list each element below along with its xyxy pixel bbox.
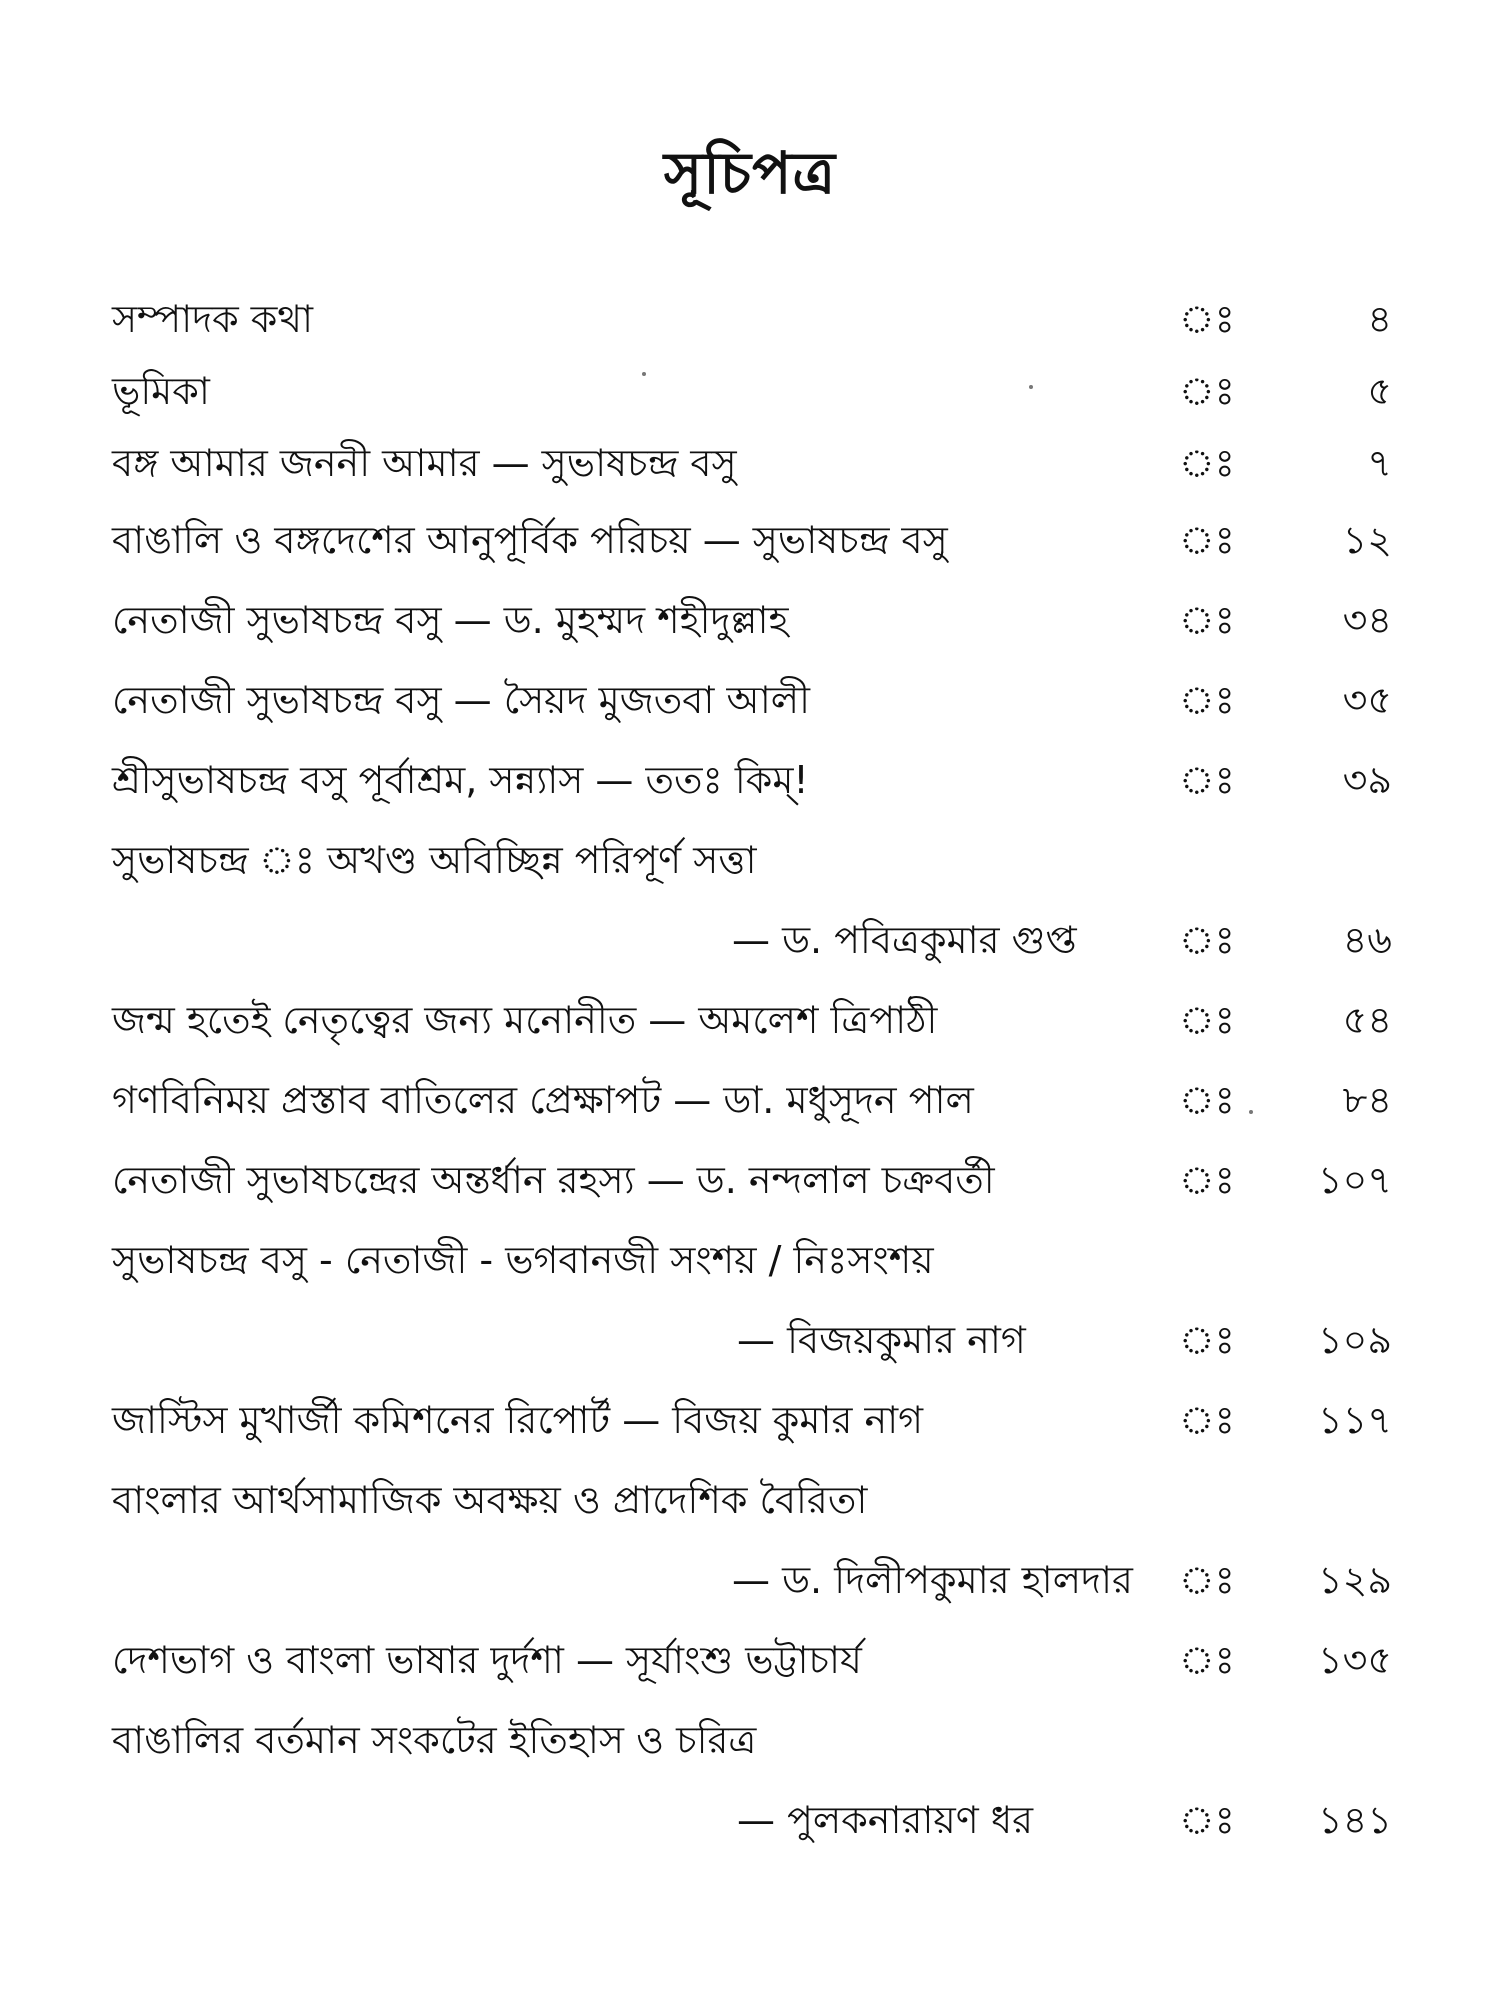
entry-title: গণবিনিময় প্রস্তাব বাতিলের প্রেক্ষাপট — ডা. মধুসূদন পাল (112, 1078, 974, 1122)
toc-entry (112, 1625, 1392, 1695)
entry-separator: ঃ (1179, 297, 1235, 341)
entry-page-number: ৩৪ (1342, 598, 1392, 642)
entry-title: নেতাজী সুভাষচন্দ্র বসু — সৈয়দ মুজতবা আলী (112, 678, 810, 722)
entry-title: বাঙালির বর্তমান সংকটের ইতিহাস ও চরিত্র (112, 1718, 757, 1762)
entry-title: নেতাজী সুভাষচন্দ্রের অন্তর্ধান রহস্য — ড. নন্দলাল চক্রবর্তী (112, 1158, 995, 1202)
entry-page-number: ১০৯ (1317, 1318, 1392, 1362)
scan-speck (1029, 385, 1033, 389)
entry-title: জন্ম হতেই নেতৃত্বের জন্য মনোনীত — অমলেশ ত্রিপাঠী (112, 998, 938, 1042)
entry-page-number: ১৪১ (1318, 1798, 1392, 1842)
entry-page-number: ৭ (1367, 441, 1392, 485)
entry-separator: ঃ (1179, 369, 1235, 413)
entry-page-number: ১২ (1342, 518, 1392, 562)
entry-page-number: ৫৪ (1342, 998, 1392, 1042)
toc-entry (112, 825, 1392, 895)
entry-separator: ঃ (1179, 441, 1235, 485)
entry-separator: ঃ (1179, 1318, 1235, 1362)
entry-separator: ঃ (1179, 1398, 1235, 1442)
toc-entry (112, 356, 1392, 426)
toc-entry (112, 284, 1392, 354)
toc-entry (112, 1785, 1392, 1855)
entry-page-number: ১৩৫ (1317, 1638, 1392, 1682)
toc-entry (112, 745, 1392, 815)
entry-page-number: ৩৫ (1342, 678, 1392, 722)
entry-author: — ড. পবিত্রকুমার গুপ্ত (732, 918, 1077, 962)
entry-title: দেশভাগ ও বাংলা ভাষার দুর্দশা — সূর্যাংশু ভট্টাচার্য (112, 1638, 862, 1682)
entry-separator: ঃ (1179, 598, 1235, 642)
entry-title: বাংলার আর্থসামাজিক অবক্ষয় ও প্রাদেশিক বৈরিতা (112, 1478, 868, 1522)
entry-separator: ঃ (1179, 758, 1235, 802)
entry-separator: ঃ (1179, 1158, 1235, 1202)
toc-entry (112, 1065, 1392, 1135)
entry-separator: ঃ (1179, 1558, 1235, 1602)
entry-separator: ঃ (1179, 1798, 1235, 1842)
entry-title: সম্পাদক কথা (112, 297, 313, 341)
entry-page-number: ১২৯ (1317, 1558, 1392, 1602)
entry-author: — পুলকনারায়ণ ধর (737, 1798, 1034, 1842)
toc-entry (112, 665, 1392, 735)
toc-entry (112, 1385, 1392, 1455)
toc-entry (112, 505, 1392, 575)
toc-entry (112, 585, 1392, 655)
toc-entry (112, 1305, 1392, 1375)
toc-entry (112, 905, 1392, 975)
entry-title: জাস্টিস মুখার্জী কমিশনের রিপোর্ট — বিজয় কুমার নাগ (112, 1398, 924, 1442)
entry-separator: ঃ (1179, 998, 1235, 1042)
entry-separator: ঃ (1179, 678, 1235, 722)
entry-page-number: ১০৭ (1317, 1158, 1392, 1202)
entry-separator: ঃ (1179, 918, 1235, 962)
entry-page-number: ৫ (1367, 369, 1392, 413)
entry-page-number: ১১৭ (1317, 1398, 1392, 1442)
toc-entry (112, 1145, 1392, 1215)
entry-title: সুভাষচন্দ্র ঃ অখণ্ড অবিচ্ছিন্ন পরিপূর্ণ সত্তা (112, 838, 757, 882)
scan-speck (1249, 1110, 1253, 1114)
toc-entry (112, 985, 1392, 1055)
toc-entry (112, 1225, 1392, 1295)
toc-entry (112, 1465, 1392, 1535)
entry-page-number: ৪ (1367, 297, 1392, 341)
entry-page-number: ৩৯ (1342, 758, 1392, 802)
entry-page-number: ৮৪ (1342, 1078, 1392, 1122)
entry-title: বাঙালি ও বঙ্গদেশের আনুপূর্বিক পরিচয় — সুভাষচন্দ্র বসু (112, 518, 948, 562)
toc-entry (112, 1705, 1392, 1775)
entry-title: ভূমিকা (112, 369, 210, 413)
page-title: সূচিপত্র (663, 139, 837, 207)
entry-author: — ড. দিলীপকুমার হালদার (732, 1558, 1133, 1602)
entry-separator: ঃ (1179, 518, 1235, 562)
entry-author: — বিজয়কুমার নাগ (737, 1318, 1026, 1362)
toc-entry (112, 428, 1392, 498)
scan-speck (642, 372, 646, 376)
entry-title: নেতাজী সুভাষচন্দ্র বসু — ড. মুহম্মদ শহীদুল্লাহ (112, 598, 789, 642)
toc-entry (112, 1545, 1392, 1615)
entry-separator: ঃ (1179, 1078, 1235, 1122)
entry-title: সুভাষচন্দ্র বসু - নেতাজী - ভগবানজী সংশয় / নিঃসংশয় (112, 1238, 934, 1282)
entry-page-number: ৪৬ (1342, 918, 1392, 962)
entry-separator: ঃ (1179, 1638, 1235, 1682)
entry-title: শ্রীসুভাষচন্দ্র বসু পূর্বাশ্রম, সন্ন্যাস — ততঃ কিম্! (112, 758, 809, 802)
entry-title: বঙ্গ আমার জননী আমার — সুভাষচন্দ্র বসু (112, 441, 737, 485)
